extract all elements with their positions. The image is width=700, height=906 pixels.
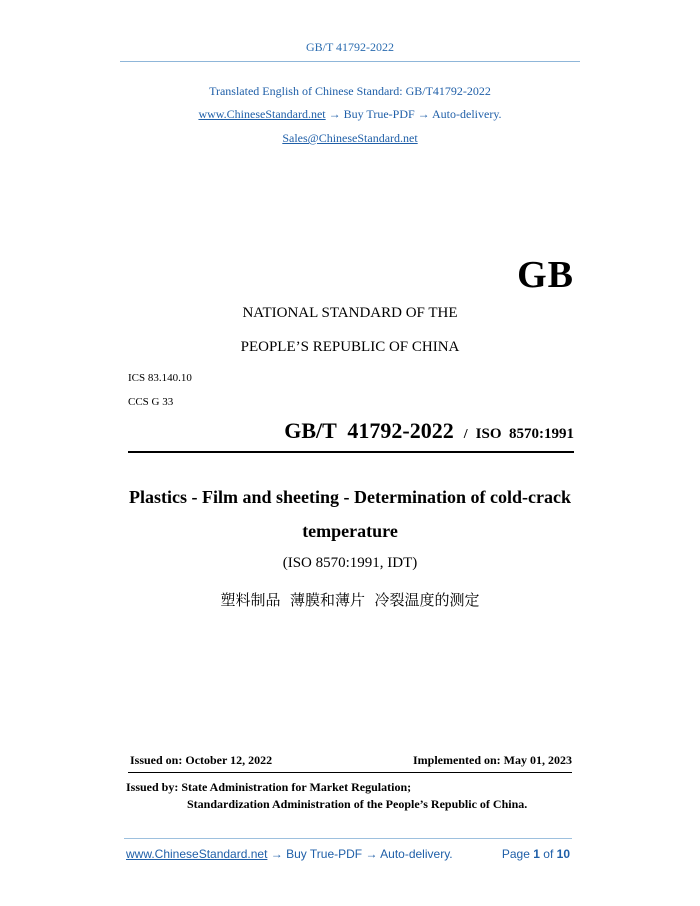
standard-divider: [128, 451, 574, 453]
header-title: GB/T 41792-2022: [305, 40, 395, 54]
chinese-title: 塑料制品 薄膜和薄片 冷裂温度的测定: [220, 591, 480, 609]
gb-logo: GB: [517, 254, 574, 296]
translation-links: [0, 107, 700, 122]
footer-divider: [124, 838, 572, 839]
issued-by-line2: Standardization Administration of the People’s Republic of China.: [187, 797, 528, 811]
implemented-on-date: Implemented on: May 01, 2023: [413, 753, 572, 767]
iso-number: ISO 8570:1991: [475, 426, 574, 442]
issued-on-date: Issued on: October 12, 2022: [130, 753, 273, 767]
footer-links: [126, 847, 453, 861]
page-indicator: [502, 847, 570, 861]
standard-number: [284, 418, 574, 444]
ccs-code: CCS G 33: [128, 396, 174, 408]
number-separator: /: [463, 427, 468, 442]
page-total: 10: [556, 847, 570, 861]
issue-divider: [128, 772, 572, 773]
buy-pdf-text: Buy True-PDF: [343, 107, 415, 121]
footer-buy-text: Buy True-PDF: [286, 847, 363, 861]
national-standard-line2: PEOPLE’S REPUBLIC OF CHINA: [240, 339, 460, 355]
arrow-right-icon: →: [270, 847, 283, 861]
page-label: Page: [501, 847, 530, 861]
arrow-right-icon: →: [417, 107, 430, 121]
auto-delivery-text: Auto-delivery.: [432, 107, 502, 121]
page-number: 1: [533, 847, 540, 861]
arrow-right-icon: →: [365, 847, 378, 861]
of-label: of: [543, 847, 554, 861]
footer-delivery-text: Auto-delivery.: [380, 847, 453, 861]
footer-site-link[interactable]: www.ChineseStandard.net: [126, 847, 268, 861]
national-standard-line1: NATIONAL STANDARD OF THE: [242, 305, 458, 321]
issued-by-line1: Issued by: State Administration for Market Regulation;: [126, 780, 412, 794]
sales-email-row: [0, 131, 700, 146]
sales-email-link[interactable]: Sales@ChineseStandard.net: [282, 131, 418, 145]
iso-idt-reference: (ISO 8570:1991, IDT): [282, 555, 418, 571]
header-divider: [120, 61, 580, 62]
document-title-line2: temperature: [302, 521, 398, 541]
ics-code: ICS 83.140.10: [128, 372, 192, 384]
document-title-line1: Plastics - Film and sheeting - Determination of cold-crack: [129, 487, 571, 507]
arrow-right-icon: →: [328, 107, 341, 121]
gb-number: GB/T 41792-2022: [284, 418, 454, 443]
translation-notice: Translated English of Chinese Standard: GB/T41792-2022: [209, 84, 491, 98]
site-link[interactable]: www.ChineseStandard.net: [198, 107, 326, 121]
